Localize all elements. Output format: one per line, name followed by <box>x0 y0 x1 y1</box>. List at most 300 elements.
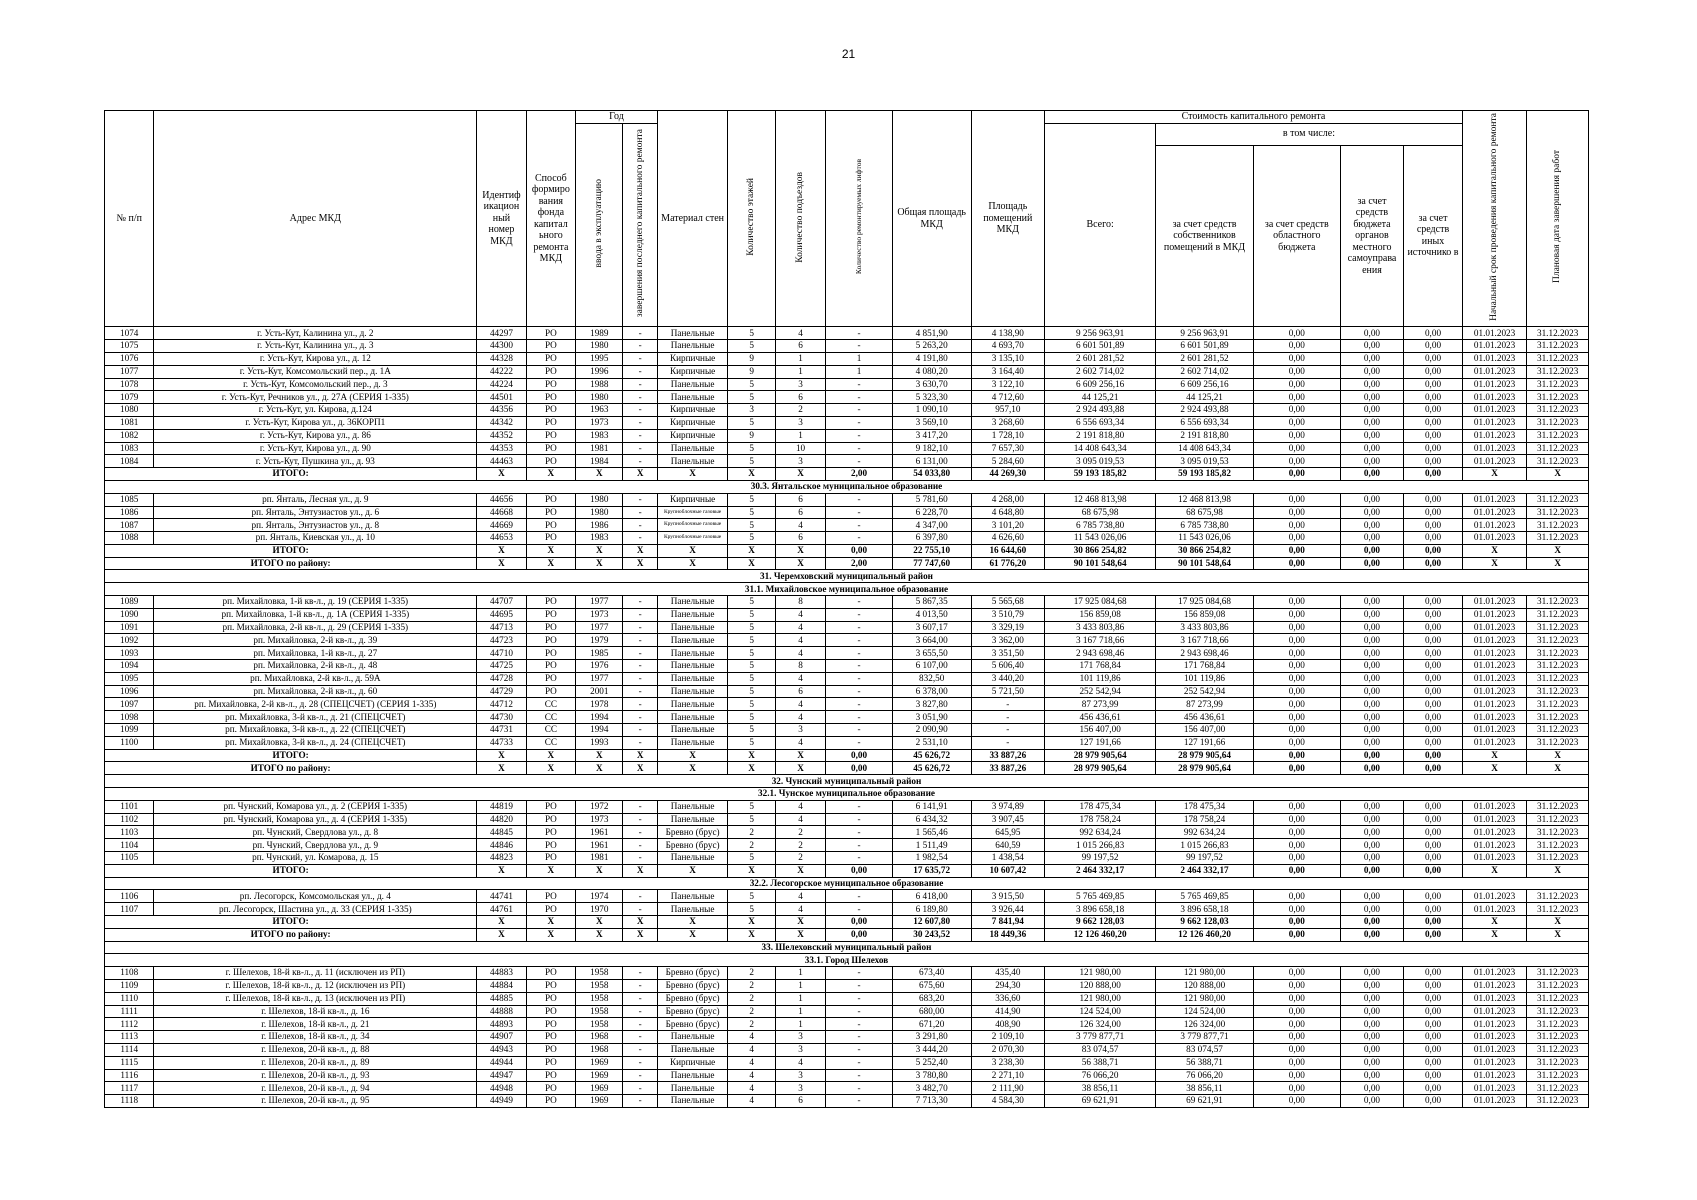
table-cell: - <box>623 852 657 865</box>
table-cell: 69 621,91 <box>1045 1095 1156 1108</box>
table-cell: 5 <box>728 416 775 429</box>
table-cell: Панельные <box>657 800 728 813</box>
table-cell: 44224 <box>477 378 526 391</box>
total-cell: X <box>477 916 526 929</box>
table-cell: 01.01.2023 <box>1462 442 1527 455</box>
table-row <box>105 327 1589 340</box>
total-cell: X <box>526 916 575 929</box>
table-row <box>105 967 1589 980</box>
table-cell: 1097 <box>105 698 154 711</box>
table-cell: 4 693,70 <box>971 340 1045 353</box>
total-cell: 0,00 <box>1340 916 1404 929</box>
table-cell: 4 <box>775 608 825 621</box>
table-cell: 1106 <box>105 890 154 903</box>
total-cell: 0,00 <box>826 928 893 941</box>
table-cell: 68 675,98 <box>1045 506 1156 519</box>
table-cell: 5 606,40 <box>971 660 1045 673</box>
table-cell: - <box>623 532 657 545</box>
table-cell: 4 712,60 <box>971 391 1045 404</box>
table-cell: 0,00 <box>1404 967 1463 980</box>
table-cell: 3 095 019,53 <box>1156 455 1254 468</box>
table-cell: 2 <box>728 1018 775 1031</box>
total-cell: X <box>657 916 728 929</box>
table-cell: 0,00 <box>1404 596 1463 609</box>
table-cell: 0,00 <box>1404 979 1463 992</box>
table-cell: 101 119,86 <box>1045 672 1156 685</box>
table-cell: 0,00 <box>1404 698 1463 711</box>
table-cell: 4 268,00 <box>971 493 1045 506</box>
table-cell: - <box>623 967 657 980</box>
table-cell: 1085 <box>105 493 154 506</box>
table-cell: Бревно (брус) <box>657 826 728 839</box>
table-cell: 1986 <box>576 519 623 532</box>
table-cell: 44656 <box>477 493 526 506</box>
table-cell: 31.12.2023 <box>1527 621 1589 634</box>
table-cell: - <box>623 1031 657 1044</box>
table-cell: 8 <box>775 660 825 673</box>
table-cell: 01.01.2023 <box>1462 698 1527 711</box>
table-cell: 0,00 <box>1340 967 1404 980</box>
table-cell: Кирпичные <box>657 365 728 378</box>
table-cell: 0,00 <box>1253 724 1340 737</box>
table-cell: 683,20 <box>892 992 971 1005</box>
table-row <box>105 1018 1589 1031</box>
header-including: в том числе: <box>1156 123 1463 145</box>
table-cell: 0,00 <box>1404 736 1463 749</box>
table-cell: - <box>826 506 893 519</box>
table-cell: Панельные <box>657 634 728 647</box>
total-label: ИТОГО: <box>105 916 477 929</box>
total-cell: X <box>623 468 657 481</box>
address-cell: г. Шелехов, 20-й кв-л., д. 88 <box>154 1043 477 1056</box>
total-cell: X <box>775 762 825 775</box>
header-premises-area: Площадь помещений МКД <box>971 111 1045 327</box>
total-cell: 0,00 <box>1340 762 1404 775</box>
table-cell: 1969 <box>576 1056 623 1069</box>
table-cell: 1996 <box>576 365 623 378</box>
total-cell: X <box>526 544 575 557</box>
table-row <box>105 724 1589 737</box>
table-cell: 5 <box>728 327 775 340</box>
table-cell: 435,40 <box>971 967 1045 980</box>
table-cell: 121 980,00 <box>1045 967 1156 980</box>
total-cell: X <box>657 928 728 941</box>
table-cell: 01.01.2023 <box>1462 596 1527 609</box>
total-cell: X <box>576 916 623 929</box>
table-cell: 1973 <box>576 608 623 621</box>
total-cell: 59 193 185,82 <box>1156 468 1254 481</box>
table-cell: 3 <box>775 1031 825 1044</box>
table-cell: СС <box>526 724 575 737</box>
table-cell: - <box>623 608 657 621</box>
table-cell: 0,00 <box>1253 493 1340 506</box>
table-cell: 6 <box>775 391 825 404</box>
table-cell: - <box>623 1082 657 1095</box>
table-cell: 6 107,00 <box>892 660 971 673</box>
table-cell: 31.12.2023 <box>1527 736 1589 749</box>
table-cell: 01.01.2023 <box>1462 327 1527 340</box>
total-cell: X <box>576 928 623 941</box>
total-row <box>105 762 1589 775</box>
table-row <box>105 1031 1589 1044</box>
total-cell: X <box>576 864 623 877</box>
table-cell: 31.12.2023 <box>1527 352 1589 365</box>
table-cell: Панельные <box>657 442 728 455</box>
table-row <box>105 365 1589 378</box>
table-cell: 5 <box>728 532 775 545</box>
table-cell: 3 630,70 <box>892 378 971 391</box>
table-cell: 0,00 <box>1404 903 1463 916</box>
table-cell: 5 <box>728 442 775 455</box>
table-cell: 6 141,91 <box>892 800 971 813</box>
table-cell: 0,00 <box>1340 660 1404 673</box>
total-cell: X <box>657 864 728 877</box>
table-cell: 1961 <box>576 839 623 852</box>
total-cell: 2 464 332,17 <box>1156 864 1254 877</box>
table-cell: 6 <box>775 1095 825 1108</box>
table-cell: 2 <box>775 852 825 865</box>
total-cell: 0,00 <box>826 749 893 762</box>
table-cell: 3 351,50 <box>971 647 1045 660</box>
address-cell: рп. Михайловка, 3-й кв-л., д. 24 (СПЕЦСЧЕТ) <box>154 736 477 749</box>
total-cell: X <box>728 544 775 557</box>
table-cell: 0,00 <box>1253 340 1340 353</box>
total-cell: 0,00 <box>1340 864 1404 877</box>
table-cell: 6 <box>775 340 825 353</box>
table-cell: 1 565,46 <box>892 826 971 839</box>
table-cell: 01.01.2023 <box>1462 1018 1527 1031</box>
table-cell: 0,00 <box>1404 1005 1463 1018</box>
table-cell: 5 <box>728 378 775 391</box>
table-cell: 0,00 <box>1340 724 1404 737</box>
table-cell: 0,00 <box>1404 839 1463 852</box>
table-cell: 1 511,49 <box>892 839 971 852</box>
table-cell: 01.01.2023 <box>1462 621 1527 634</box>
address-cell: г. Шелехов, 18-й кв-л., д. 21 <box>154 1018 477 1031</box>
table-cell: - <box>826 1069 893 1082</box>
total-cell: X <box>775 468 825 481</box>
table-cell: Панельные <box>657 698 728 711</box>
total-cell: 54 033,80 <box>892 468 971 481</box>
table-cell: 44710 <box>477 647 526 660</box>
table-cell: 31.12.2023 <box>1527 672 1589 685</box>
table-cell: 44723 <box>477 634 526 647</box>
total-cell: X <box>1527 762 1589 775</box>
table-cell: - <box>623 391 657 404</box>
table-cell: 0,00 <box>1404 378 1463 391</box>
table-cell: 01.01.2023 <box>1462 852 1527 865</box>
table-cell: - <box>623 340 657 353</box>
table-cell: 9 182,10 <box>892 442 971 455</box>
table-cell: 1104 <box>105 839 154 852</box>
table-cell: 0,00 <box>1340 813 1404 826</box>
table-cell: 17 925 084,68 <box>1045 596 1156 609</box>
table-cell: Панельные <box>657 1095 728 1108</box>
table-cell: РО <box>526 1056 575 1069</box>
table-cell: 01.01.2023 <box>1462 519 1527 532</box>
table-cell: 3 167 718,66 <box>1156 634 1254 647</box>
table-cell: 0,00 <box>1404 1018 1463 1031</box>
header-num: № п/п <box>105 111 154 327</box>
table-cell: 2 271,10 <box>971 1069 1045 1082</box>
table-cell: 0,00 <box>1253 1005 1340 1018</box>
table-cell: 0,00 <box>1340 621 1404 634</box>
table-cell: 56 388,71 <box>1156 1056 1254 1069</box>
total-cell: X <box>623 762 657 775</box>
table-cell: 44907 <box>477 1031 526 1044</box>
table-cell: 4 <box>775 890 825 903</box>
table-cell: 44730 <box>477 711 526 724</box>
table-cell: 3 <box>775 1082 825 1095</box>
total-cell: 0,00 <box>1253 749 1340 762</box>
table-cell: 1958 <box>576 967 623 980</box>
address-cell: рп. Чунский, Комарова ул., д. 4 (СЕРИЯ 1-335) <box>154 813 477 826</box>
table-cell: 0,00 <box>1340 596 1404 609</box>
table-cell: 6 556 693,34 <box>1045 416 1156 429</box>
table-cell: 1 <box>775 967 825 980</box>
table-cell: 4 <box>775 736 825 749</box>
table-cell: 3 <box>775 1069 825 1082</box>
table-cell: 31.12.2023 <box>1527 416 1589 429</box>
table-cell: 0,00 <box>1253 506 1340 519</box>
table-cell: 31.12.2023 <box>1527 1095 1589 1108</box>
total-cell: X <box>576 749 623 762</box>
table-cell: 0,00 <box>1404 532 1463 545</box>
table-cell: 31.12.2023 <box>1527 647 1589 660</box>
table-cell: 0,00 <box>1340 1069 1404 1082</box>
table-cell: Панельные <box>657 813 728 826</box>
table-cell: 5 252,40 <box>892 1056 971 1069</box>
table-cell: 0,00 <box>1340 852 1404 865</box>
table-cell: РО <box>526 519 575 532</box>
table-cell: 6 418,00 <box>892 890 971 903</box>
table-cell: 1961 <box>576 826 623 839</box>
table-cell: 01.01.2023 <box>1462 416 1527 429</box>
table-cell: Панельные <box>657 724 728 737</box>
table-cell: 178 758,24 <box>1045 813 1156 826</box>
table-cell: 01.01.2023 <box>1462 506 1527 519</box>
table-cell: 0,00 <box>1404 455 1463 468</box>
total-cell: 0,00 <box>1340 928 1404 941</box>
table-cell: Крупноблочные газовые <box>657 506 728 519</box>
table-cell: РО <box>526 992 575 1005</box>
table-cell: 1110 <box>105 992 154 1005</box>
table-cell: 0,00 <box>1404 1043 1463 1056</box>
table-cell: 31.12.2023 <box>1527 1056 1589 1069</box>
table-cell: РО <box>526 1005 575 1018</box>
address-cell: г. Шелехов, 18-й кв-л., д. 11 (исключен из РП) <box>154 967 477 980</box>
table-cell: 5 <box>728 903 775 916</box>
table-cell: Панельные <box>657 455 728 468</box>
table-cell: 0,00 <box>1340 890 1404 903</box>
table-row <box>105 685 1589 698</box>
table-cell: 1977 <box>576 621 623 634</box>
table-cell: - <box>826 442 893 455</box>
address-cell: рп. Михайловка, 2-й кв-л., д. 39 <box>154 634 477 647</box>
table-cell: 5 <box>728 519 775 532</box>
table-cell: 5 <box>728 890 775 903</box>
table-cell: 4 <box>775 711 825 724</box>
table-cell: 5 <box>728 711 775 724</box>
table-cell: 31.12.2023 <box>1527 634 1589 647</box>
table-cell: 31.12.2023 <box>1527 429 1589 442</box>
header-id: Идентиф икацион ный номер МКД <box>477 111 526 327</box>
table-cell: 44761 <box>477 903 526 916</box>
table-cell: 44741 <box>477 890 526 903</box>
table-cell: - <box>623 672 657 685</box>
table-cell: РО <box>526 442 575 455</box>
table-cell: 0,00 <box>1253 327 1340 340</box>
table-cell: РО <box>526 1018 575 1031</box>
table-row <box>105 826 1589 839</box>
table-cell: 0,00 <box>1340 442 1404 455</box>
table-cell: 957,10 <box>971 404 1045 417</box>
table-cell: 4 626,60 <box>971 532 1045 545</box>
table-cell: 1970 <box>576 903 623 916</box>
table-cell: 5 867,35 <box>892 596 971 609</box>
address-cell: рп. Михайловка, 1-й кв-л., д. 1А (СЕРИЯ 1-335) <box>154 608 477 621</box>
table-cell: 01.01.2023 <box>1462 685 1527 698</box>
table-cell: 5 <box>728 698 775 711</box>
table-cell: 0,00 <box>1253 1069 1340 1082</box>
table-cell: - <box>623 416 657 429</box>
table-row <box>105 992 1589 1005</box>
table-cell: Панельные <box>657 608 728 621</box>
table-cell: Панельные <box>657 685 728 698</box>
table-cell: 4 <box>775 813 825 826</box>
table-cell: 0,00 <box>1253 698 1340 711</box>
table-cell: Бревно (брус) <box>657 839 728 852</box>
table-cell: Панельные <box>657 890 728 903</box>
table-cell: 5 <box>728 800 775 813</box>
table-cell: 0,00 <box>1253 890 1340 903</box>
table-cell: 2 <box>728 979 775 992</box>
table-cell: 5 <box>728 724 775 737</box>
table-cell: 3 <box>775 724 825 737</box>
table-cell: 0,00 <box>1340 1043 1404 1056</box>
table-cell: 1089 <box>105 596 154 609</box>
table-cell: 0,00 <box>1404 724 1463 737</box>
total-cell: X <box>576 468 623 481</box>
table-cell: РО <box>526 327 575 340</box>
table-cell: 1 <box>775 429 825 442</box>
table-cell: 456 436,61 <box>1156 711 1254 724</box>
table-cell: 0,00 <box>1404 1082 1463 1095</box>
table-cell: РО <box>526 1043 575 1056</box>
table-cell: 0,00 <box>1404 634 1463 647</box>
total-cell: X <box>623 864 657 877</box>
table-cell: 0,00 <box>1253 660 1340 673</box>
table-cell: 5 <box>728 852 775 865</box>
address-cell: рп. Михайловка, 3-й кв-л., д. 21 (СПЕЦСЧЕТ) <box>154 711 477 724</box>
table-cell: 1958 <box>576 1018 623 1031</box>
table-cell: 1118 <box>105 1095 154 1108</box>
table-cell: - <box>826 493 893 506</box>
table-cell: 31.12.2023 <box>1527 800 1589 813</box>
table-cell: - <box>826 685 893 698</box>
table-cell: 01.01.2023 <box>1462 660 1527 673</box>
table-cell: 0,00 <box>1340 352 1404 365</box>
table-cell: 1108 <box>105 967 154 980</box>
table-cell: 31.12.2023 <box>1527 890 1589 903</box>
table-cell: 1101 <box>105 800 154 813</box>
table-cell: 4 <box>728 1031 775 1044</box>
table-cell: - <box>826 736 893 749</box>
address-cell: г. Усть-Кут, Калинина ул., д. 2 <box>154 327 477 340</box>
table-cell: 01.01.2023 <box>1462 647 1527 660</box>
table-cell: 2 943 698,46 <box>1045 647 1156 660</box>
total-cell: X <box>477 928 526 941</box>
address-cell: г. Шелехов, 18-й кв-л., д. 34 <box>154 1031 477 1044</box>
table-cell: Бревно (брус) <box>657 1005 728 1018</box>
table-cell: 2 090,90 <box>892 724 971 737</box>
header-cost-local: за счет средств бюджета органов местного самоуправа ения <box>1340 145 1404 327</box>
table-cell: - <box>623 327 657 340</box>
table-cell: 1 438,54 <box>971 852 1045 865</box>
total-cell: X <box>1462 557 1527 570</box>
table-cell: 5 <box>728 660 775 673</box>
table-cell: 44949 <box>477 1095 526 1108</box>
table-cell: 0,00 <box>1404 327 1463 340</box>
table-cell: 01.01.2023 <box>1462 903 1527 916</box>
table-cell: 6 601 501,89 <box>1045 340 1156 353</box>
table-cell: 1977 <box>576 596 623 609</box>
table-row <box>105 532 1589 545</box>
table-cell: - <box>826 1043 893 1056</box>
table-cell: 12 468 813,98 <box>1045 493 1156 506</box>
table-cell: - <box>826 634 893 647</box>
table-cell: 01.01.2023 <box>1462 890 1527 903</box>
table-cell: 171 768,84 <box>1045 660 1156 673</box>
table-cell: 31.12.2023 <box>1527 1082 1589 1095</box>
address-cell: рп. Чунский, Комарова ул., д. 2 (СЕРИЯ 1-335) <box>154 800 477 813</box>
table-cell: 4 851,90 <box>892 327 971 340</box>
table-row <box>105 979 1589 992</box>
address-cell: рп. Михайловка, 2-й кв-л., д. 29 (СЕРИЯ 1-335) <box>154 621 477 634</box>
total-cell: 0,00 <box>1404 468 1463 481</box>
total-cell: X <box>477 864 526 877</box>
table-cell: 640,59 <box>971 839 1045 852</box>
table-cell: 0,00 <box>1404 340 1463 353</box>
header-cost-total: Всего: <box>1045 123 1156 327</box>
table-cell: 124 524,00 <box>1045 1005 1156 1018</box>
table-cell: - <box>826 647 893 660</box>
total-cell: X <box>526 928 575 941</box>
table-cell: 1973 <box>576 416 623 429</box>
total-cell: X <box>477 468 526 481</box>
table-cell: - <box>826 429 893 442</box>
table-cell: 3 101,20 <box>971 519 1045 532</box>
table-cell: РО <box>526 596 575 609</box>
table-cell: 0,00 <box>1253 1095 1340 1108</box>
table-cell: 0,00 <box>1253 711 1340 724</box>
table-cell: 0,00 <box>1404 1031 1463 1044</box>
table-cell: Панельные <box>657 1069 728 1082</box>
table-cell: 992 634,24 <box>1156 826 1254 839</box>
table-cell: РО <box>526 1095 575 1108</box>
table-cell: 1 <box>775 979 825 992</box>
table-cell: - <box>826 839 893 852</box>
total-cell: X <box>728 864 775 877</box>
table-cell: 87 273,99 <box>1156 698 1254 711</box>
table-cell: 0,00 <box>1340 992 1404 1005</box>
address-cell: рп. Чунский, Свердлова ул., д. 9 <box>154 839 477 852</box>
table-cell: 0,00 <box>1253 903 1340 916</box>
table-cell: - <box>623 352 657 365</box>
table-cell: 44731 <box>477 724 526 737</box>
address-cell: г. Усть-Кут, ул. Кирова, д.124 <box>154 404 477 417</box>
table-row <box>105 1082 1589 1095</box>
